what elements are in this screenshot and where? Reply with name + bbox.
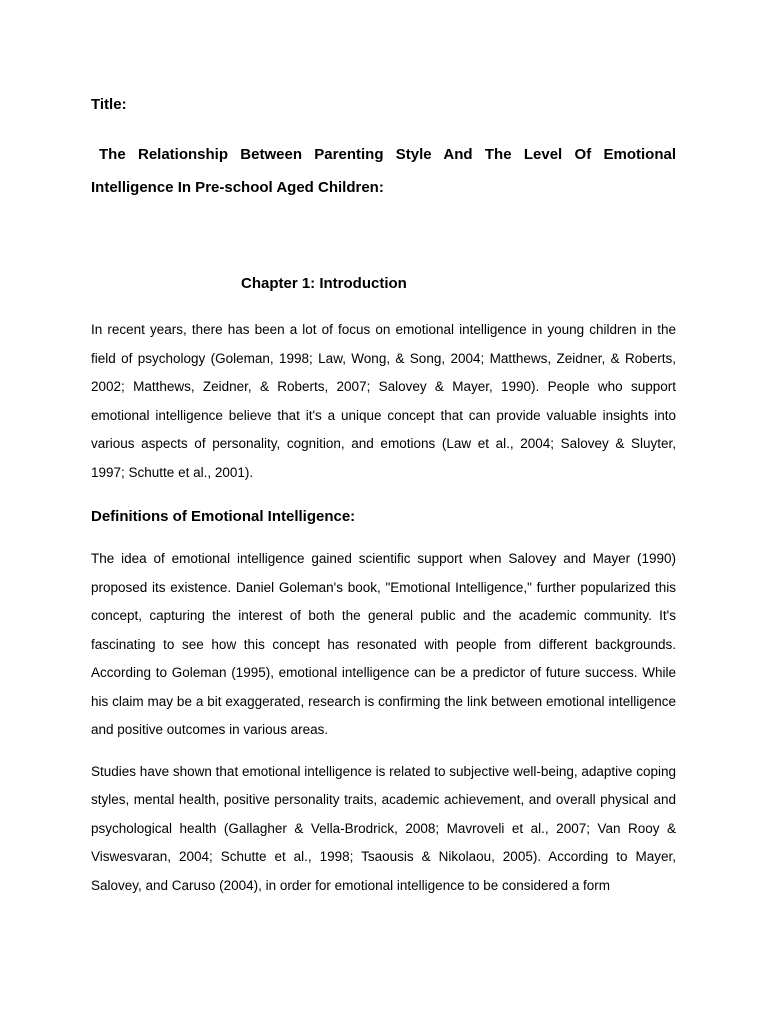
section-heading: Definitions of Emotional Intelligence: [91, 508, 356, 525]
title-label: Title: [91, 96, 127, 113]
document-title: The Relationship Between Parenting Style And The Level Of Emotional Intelligence In Pre-school Aged Children: [91, 146, 676, 196]
definitions-paragraph-1: The idea of emotional intelligence gained scientific support when Salovey and Mayer (1990) proposed its existence. Daniel Goleman's book, "Emotional Intelligence," further popularized this concept, capturing the interest of both the general public and the academic community. It's fascinating to see how this concept has resonated with people from different backgrounds. According to Goleman (1995), emotional intelligence can be a predictor of future success. While his claim may be a bit exaggerated, research is confirming the link between emotional intelligence and positive outcomes in various areas. [91, 551, 676, 737]
chapter-heading: Chapter 1: Introduction [241, 275, 407, 292]
definitions-paragraph-2: Studies have shown that emotional intelligence is related to subjective well-being, adaptive coping styles, mental health, positive personality traits, academic achievement, and overall physical and psychological health (Gallagher & Vella-Brodrick, 2008; Mavroveli et al., 2007; Van Rooy & Viswesvaran, 2004; Schutte et al., 1998; Tsaousis & Nikolaou, 2005). According to Mayer, Salovey, and Caruso (2004), in order for emotional intelligence to be considered a form [91, 763, 676, 893]
intro-paragraph: In recent years, there has been a lot of focus on emotional intelligence in young children in the field of psychology (Goleman, 1998; Law, Wong, & Song, 2004; Matthews, Zeidner, & Roberts, 2002; Matthews, Zeidner, & Roberts, 2007; Salovey & Mayer, 1990). People who support emotional intelligence believe that it's a unique concept that can provide valuable insights into various aspects of personality, cognition, and emotions (Law et al., 2004; Salovey & Sluyter, 1997; Schutte et al., 2001). [91, 322, 676, 480]
